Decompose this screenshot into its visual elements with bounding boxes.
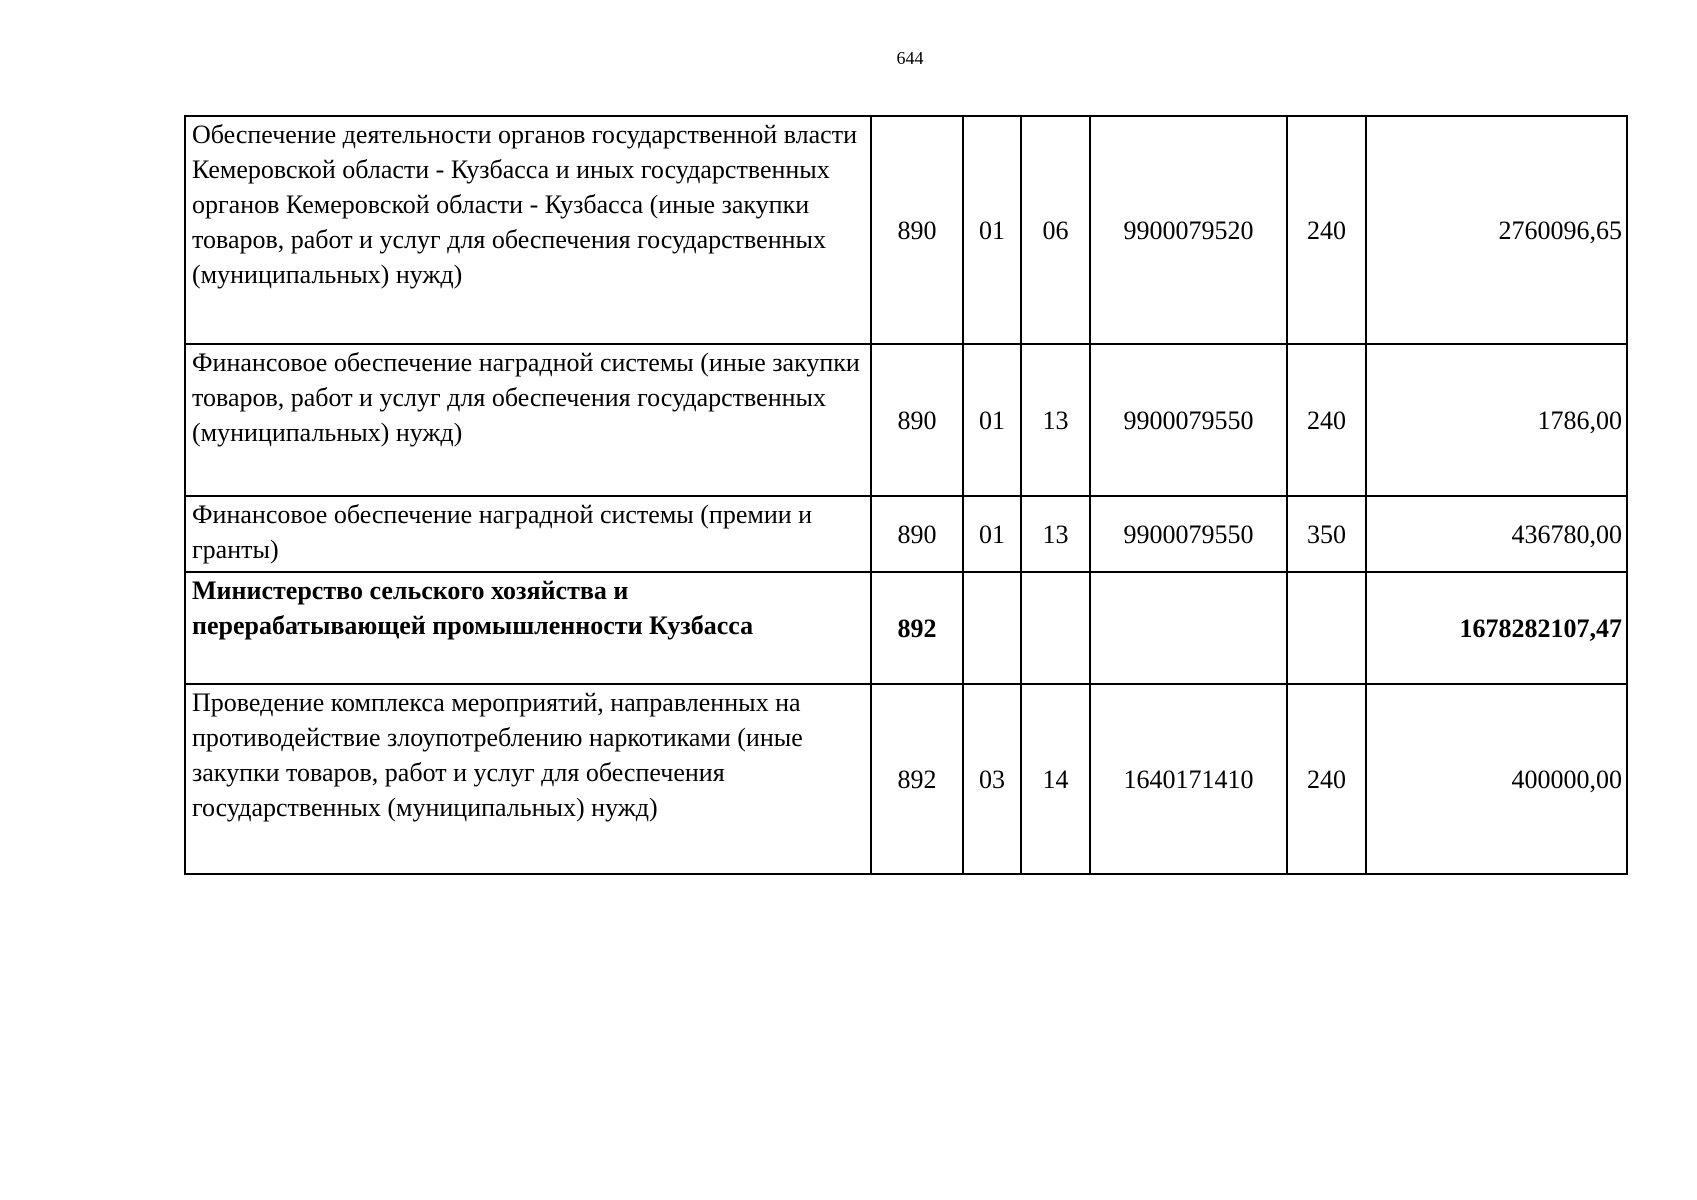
expense-type-code bbox=[1287, 572, 1366, 684]
table-row-ministry-total bbox=[185, 572, 1627, 684]
subsection-code: 06 bbox=[1021, 116, 1090, 344]
row-description: Министерство сельского хозяйства и перерабатывающей промышленности Кузбасса bbox=[185, 572, 871, 684]
target-article-code: 9900079550 bbox=[1090, 496, 1287, 572]
section-code: 03 bbox=[963, 684, 1021, 874]
ministry-code: 890 bbox=[871, 496, 963, 572]
table-row bbox=[185, 344, 1627, 496]
amount: 1678282107,47 bbox=[1366, 572, 1627, 684]
subsection-code bbox=[1021, 572, 1090, 684]
ministry-code: 892 bbox=[871, 572, 963, 684]
section-code: 01 bbox=[963, 344, 1021, 496]
ministry-code: 890 bbox=[871, 116, 963, 344]
table-row bbox=[185, 496, 1627, 572]
row-description: Проведение комплекса мероприятий, направленных на противодействие злоупотреблению наркотиками (иные закупки товаров, работ и услуг для обеспечения государственных (муниципальных) нужд) bbox=[185, 684, 871, 874]
subsection-code: 14 bbox=[1021, 684, 1090, 874]
table-row bbox=[185, 684, 1627, 874]
subsection-code: 13 bbox=[1021, 344, 1090, 496]
section-code: 01 bbox=[963, 116, 1021, 344]
page-number: 644 bbox=[896, 48, 924, 68]
amount: 1786,00 bbox=[1366, 344, 1627, 496]
amount: 436780,00 bbox=[1366, 496, 1627, 572]
table-row bbox=[185, 116, 1627, 344]
target-article-code: 9900079550 bbox=[1090, 344, 1287, 496]
expense-type-code: 240 bbox=[1287, 116, 1366, 344]
target-article-code: 9900079520 bbox=[1090, 116, 1287, 344]
section-code bbox=[963, 572, 1021, 684]
ministry-code: 890 bbox=[871, 344, 963, 496]
amount: 400000,00 bbox=[1366, 684, 1627, 874]
expense-type-code: 240 bbox=[1287, 684, 1366, 874]
expense-type-code: 240 bbox=[1287, 344, 1366, 496]
subsection-code: 13 bbox=[1021, 496, 1090, 572]
section-code: 01 bbox=[963, 496, 1021, 572]
target-article-code bbox=[1090, 572, 1287, 684]
row-description: Обеспечение деятельности органов государственной власти Кемеровской области - Кузбасса и иных государственных органов Кемеровской области - Кузбасса (иные закупки товаров, работ и услуг для обеспечения государственных (муниципальных) нужд) bbox=[185, 116, 871, 344]
expense-type-code: 350 bbox=[1287, 496, 1366, 572]
row-description: Финансовое обеспечение наградной системы (премии и гранты) bbox=[185, 496, 871, 572]
budget-table bbox=[184, 115, 1628, 875]
target-article-code: 1640171410 bbox=[1090, 684, 1287, 874]
ministry-code: 892 bbox=[871, 684, 963, 874]
row-description: Финансовое обеспечение наградной системы (иные закупки товаров, работ и услуг для обеспечения государственных (муниципальных) нужд) bbox=[185, 344, 871, 496]
amount: 2760096,65 bbox=[1366, 116, 1627, 344]
